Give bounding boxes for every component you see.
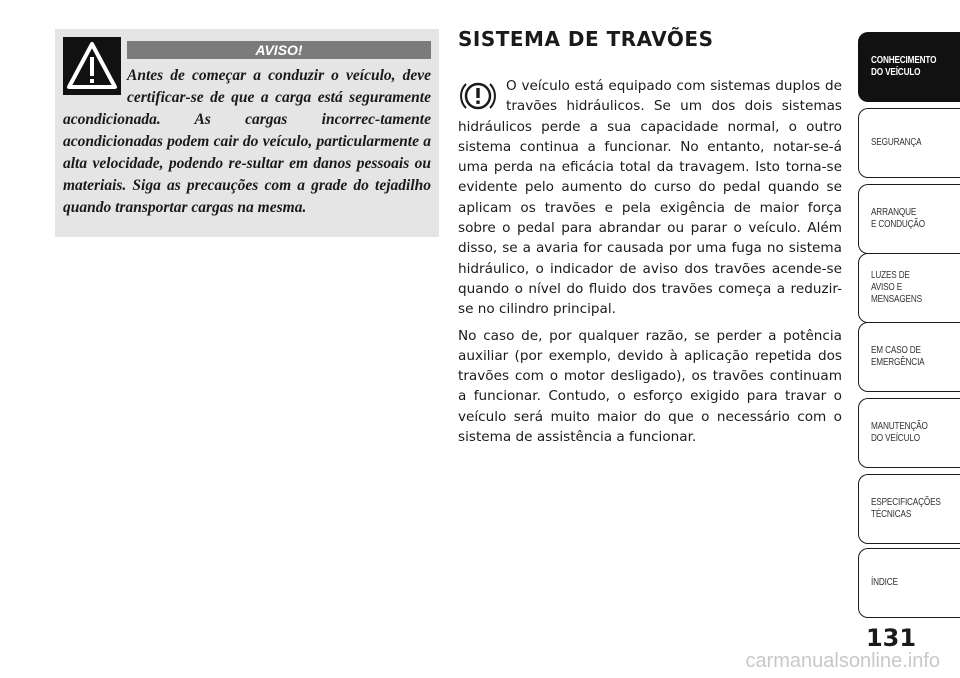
tab-manutencao-do-veiculo[interactable]: MANUTENÇÃO DO VEÍCULO bbox=[858, 398, 960, 468]
page-number: 131 bbox=[865, 624, 917, 652]
paragraph-2: No caso de, por qualquer razão, se perder a potência auxiliar (por exemplo, devido à aplicação repetida dos travões com o motor desligado), os travões continuam a funcionar. Contudo, o esforço exigido para travar o veículo será muito maior do que o necessário com o sistema de assistência a funcionar. bbox=[458, 327, 842, 446]
section-body bbox=[458, 76, 842, 453]
tab-conhecimento-do-veiculo[interactable]: CONHECIMENTO DO VEÍCULO bbox=[858, 32, 960, 102]
tab-arranque-e-conducao[interactable]: ARRANQUE E CONDUÇÃO bbox=[858, 184, 960, 254]
watermark: carmanualsonline.info bbox=[745, 650, 940, 672]
important-info-icon bbox=[458, 76, 502, 116]
warning-title: AVISO! bbox=[127, 41, 431, 59]
section-title: SISTEMA DE TRAVÕES bbox=[458, 27, 714, 51]
paragraph-1: O veículo está equipado com sistemas duplos de travões hidráulicos. Se um dos dois sistemas hidráulicos perde a sua capacidade normal, o outro sistema continua a funcionar. No entanto, notar-se-á uma perda na eficácia total da travagem. Isto torna-se evidente pelo aumento do curso do pedal quando se aplicam os travões e pela exigência de maior força sobre o pedal para abrandar ou parar o veículo. Além disso, se a avaria for causada por uma fuga no sistema hidráulico, o indicador de aviso dos travões acende-se quando o nível do fluido dos travões começa a reduzir-se no cilindro principal. bbox=[458, 78, 842, 318]
tab-seguranca[interactable]: SEGURANÇA bbox=[858, 108, 960, 178]
tab-indice[interactable]: ÍNDICE bbox=[858, 548, 960, 618]
warning-box bbox=[55, 29, 439, 237]
tab-especificacoes-tecnicas[interactable]: ESPECIFICAÇÕES TÉCNICAS bbox=[858, 474, 960, 544]
tab-em-caso-de-emergencia[interactable]: EM CASO DE EMERGÊNCIA bbox=[858, 322, 960, 392]
tab-luzes-de-aviso[interactable]: LUZES DE AVISO E MENSAGENS bbox=[858, 253, 960, 323]
warning-text: Antes de começar a conduzir o veículo, deve certificar-se de que a carga está seguramente acondicionada. As cargas incorrec-tamente acondicionadas podem cair do veículo, particularmente a alta velocidade, podendo re-sultar em danos pessoais ou materiais. Siga as precauções com a grade do tejadilho quando transportar cargas na mesma. bbox=[63, 67, 431, 216]
